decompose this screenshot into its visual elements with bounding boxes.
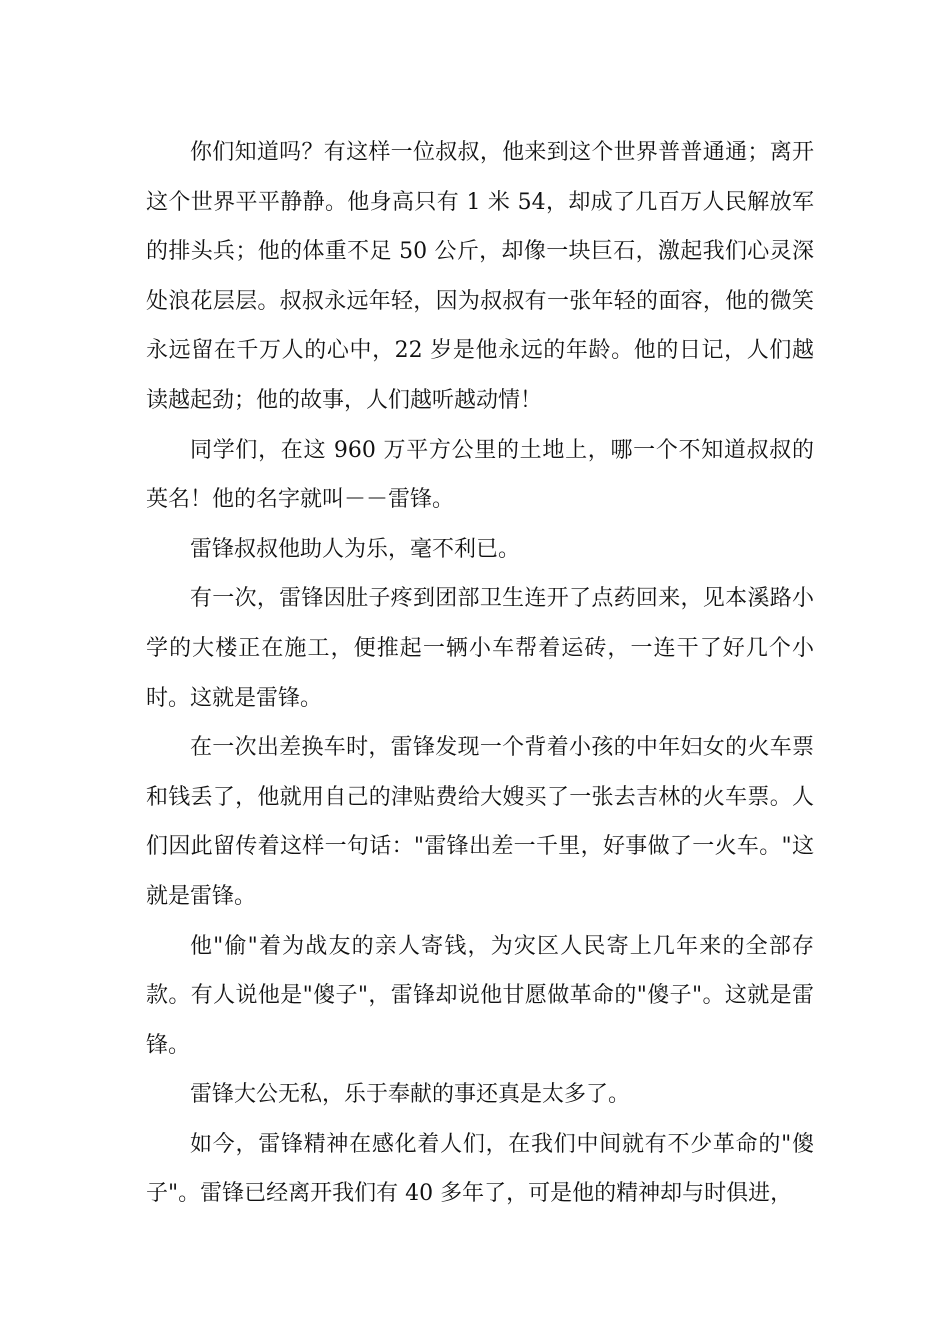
document-body: [146, 128, 814, 1219]
paragraph-donation: 他"偷"着为战友的亲人寄钱，为灾区人民寄上几年来的全部存款。有人说他是"傻子"，雷锋却说他甘愿做革命的"傻子"。这就是雷锋。: [146, 933, 814, 1058]
paragraph-name: 同学们，在这 960 万平方公里的土地上，哪一个不知道叔叔的英名！他的名字就叫－－雷锋。: [146, 437, 814, 513]
paragraph-bricks: 有一次，雷锋因肚子疼到团部卫生连开了点药回来，见本溪路小学的大楼正在施工，便推起一辆小车帮着运砖，一连干了好几个小时。这就是雷锋。: [146, 586, 814, 711]
paragraph-helpful: 雷锋叔叔他助人为乐，毫不利已。: [190, 536, 521, 562]
paragraph-train-ticket: 在一次出差换车时，雷锋发现一个背着小孩的中年妇女的火车票和钱丢了，他就用自己的津贴费给大嫂买了一张去吉林的火车票。人们因此留传着这样一句话："雷锋出差一千里，好事做了一火车。"这就是雷锋。: [146, 735, 814, 909]
paragraph-intro: 你们知道吗？有这样一位叔叔，他来到这个世界普普通通；离开这个世界平平静静。他身高只有 1 米 54，却成了几百万人民解放军的排头兵；他的体重不足 50 公斤，却像一块巨石，激起我们心灵深处浪花层层。叔叔永远年轻，因为叔叔有一张年轻的面容，他的微笑永远留在千万人的心中，22 岁是他永远的年龄。他的日记，人们越读越起劲；他的故事，人们越听越动情！: [146, 140, 814, 413]
paragraph-today: 如今，雷锋精神在感化着人们，在我们中间就有不少革命的"傻子"。雷锋已经离开我们有 40 多年了，可是他的精神却与时俱进，: [146, 1131, 814, 1207]
paragraph-selfless: 雷锋大公无私，乐于奉献的事还真是太多了。: [190, 1082, 631, 1108]
